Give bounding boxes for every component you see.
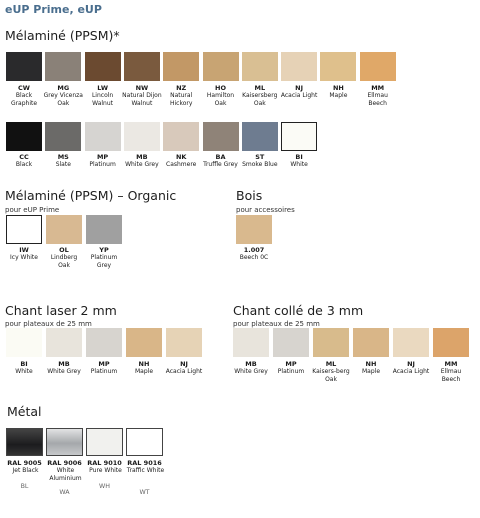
swatch-colle-nj[interactable] [393, 328, 429, 357]
swatch-name: White [290, 161, 308, 168]
swatch-code: NH [332, 84, 344, 92]
colle-heading: Chant collé de 3 mm [233, 303, 364, 318]
swatch-laser-mb[interactable] [46, 328, 82, 357]
swatch-code: MB [136, 153, 148, 161]
swatch-melamine-row1-mg[interactable] [45, 52, 81, 81]
swatch-name: Acacia Light [280, 92, 318, 99]
swatch-name: Natural Dijon Walnut [122, 92, 162, 107]
swatch-melamine-row1-nh[interactable] [320, 52, 356, 81]
swatch-colle-nh[interactable] [353, 328, 389, 357]
swatch-organic-iw[interactable] [6, 215, 42, 244]
swatch-laser-mp[interactable] [86, 328, 122, 357]
swatch-code: YP [99, 246, 109, 254]
swatch-melamine-row2-st[interactable] [242, 122, 278, 151]
swatch-code: CW [18, 84, 30, 92]
swatch-name: Beech 0C [239, 254, 269, 261]
swatch-name: White Grey [234, 368, 268, 375]
swatch-code: MB [58, 360, 70, 368]
swatch-code: IW [19, 246, 29, 254]
swatch-code: NW [135, 84, 149, 92]
swatch-code: OL [59, 246, 69, 254]
swatch-melamine-row1-nw[interactable] [124, 52, 160, 81]
swatch-name: Slate [55, 161, 71, 168]
swatch-abbreviation: WA [59, 489, 70, 496]
swatch-name: Kaisersberg Oak [242, 92, 278, 107]
swatch-name: Jet Black [12, 467, 39, 474]
swatch-name: Black [15, 161, 33, 168]
swatch-name: Maple [134, 368, 154, 375]
swatch-name: Ellmau Beech [440, 368, 462, 383]
swatch-melamine-row1-lw[interactable] [85, 52, 121, 81]
swatch-code: RAL 9016 [127, 459, 162, 467]
swatch-melamine-row2-ba[interactable] [203, 122, 239, 151]
swatch-code: MG [57, 84, 70, 92]
swatch-name: Kaisers-berg Oak [312, 368, 350, 383]
swatch-name: Maple [329, 92, 348, 99]
swatch-code: BI [20, 360, 28, 368]
swatch-name: Lindberg Oak [50, 254, 78, 269]
swatch-melamine-row1-cw[interactable] [6, 52, 42, 81]
swatch-name: Platinum [90, 368, 118, 375]
metal-heading: Métal [7, 404, 42, 419]
swatch-melamine-row1-mm[interactable] [360, 52, 396, 81]
swatch-code: HO [215, 84, 226, 92]
organic-heading: Mélaminé (PPSM) – Organic [5, 188, 177, 203]
swatch-laser-nh[interactable] [126, 328, 162, 357]
swatch-organic-yp[interactable] [86, 215, 122, 244]
swatch-name: Acacia Light [392, 368, 430, 375]
swatch-code: BA [215, 153, 226, 161]
swatch-colle-mp[interactable] [273, 328, 309, 357]
swatch-code: NH [138, 360, 150, 368]
page-title: eUP Prime, eUP [5, 3, 102, 16]
bois-subheading: pour accessoires [236, 206, 295, 214]
swatch-name: Smoke Blue [242, 161, 278, 168]
swatch-code: CC [19, 153, 29, 161]
swatch-code: LW [97, 84, 108, 92]
swatch-code: ML [254, 84, 266, 92]
swatch-code: NK [175, 153, 187, 161]
swatch-melamine-row2-bi[interactable] [281, 122, 317, 151]
swatch-melamine-row2-mp[interactable] [85, 122, 121, 151]
swatch-code: NZ [176, 84, 187, 92]
swatch-name: Hamilton Oak [206, 92, 235, 107]
swatch-code: MM [371, 84, 385, 92]
swatch-code: MB [245, 360, 257, 368]
swatch-metal-ral9005[interactable] [6, 428, 43, 456]
swatch-code: MP [96, 153, 109, 161]
swatch-colle-mm[interactable] [433, 328, 469, 357]
swatch-melamine-row2-ms[interactable] [45, 122, 81, 151]
swatch-bois-1007[interactable] [236, 215, 272, 244]
melamine-heading: Mélaminé (PPSM)* [5, 28, 120, 43]
swatch-abbreviation: BL [20, 483, 29, 490]
swatch-name: White Grey [125, 161, 159, 168]
swatch-name: Natural Hickory [169, 92, 193, 107]
swatch-laser-nj[interactable] [166, 328, 202, 357]
swatch-name: White Grey [47, 368, 81, 375]
swatch-code: RAL 9006 [47, 459, 82, 467]
swatch-laser-bi[interactable] [6, 328, 42, 357]
swatch-metal-ral9010[interactable] [86, 428, 123, 456]
swatch-melamine-row1-ml[interactable] [242, 52, 278, 81]
organic-subheading: pour eUP Prime [5, 206, 60, 214]
swatch-code: BI [295, 153, 303, 161]
swatch-code: 1.007 [243, 246, 265, 254]
swatch-code: MP [98, 360, 110, 368]
swatch-melamine-row2-nk[interactable] [163, 122, 199, 151]
swatch-code: ST [255, 153, 265, 161]
swatch-colle-mb[interactable] [233, 328, 269, 357]
swatch-melamine-row1-ho[interactable] [203, 52, 239, 81]
bois-heading: Bois [236, 188, 263, 203]
swatch-name: Acacia Light [165, 368, 203, 375]
swatch-name: Platinum [89, 161, 116, 168]
swatch-name: Traffic White [126, 467, 165, 474]
swatch-code: RAL 9010 [87, 459, 122, 467]
swatch-code: MS [57, 153, 69, 161]
swatch-metal-ral9016[interactable] [126, 428, 163, 456]
swatch-name: Lincoln Walnut [91, 92, 114, 107]
swatch-name: White [15, 368, 33, 375]
swatch-name: White Aluminium [49, 467, 82, 482]
swatch-code: MM [444, 360, 458, 368]
swatch-code: ML [325, 360, 337, 368]
swatch-code: NJ [407, 360, 415, 368]
swatch-name: Truffle Grey [203, 161, 238, 168]
swatch-colle-ml[interactable] [313, 328, 349, 357]
swatch-name: Icy White [10, 254, 38, 261]
swatch-abbreviation: WH [99, 483, 110, 490]
swatch-code: NH [365, 360, 377, 368]
swatch-organic-ol[interactable] [46, 215, 82, 244]
swatch-melamine-row2-cc[interactable] [6, 122, 42, 151]
swatch-abbreviation: WT [139, 489, 150, 496]
swatch-name: Ellmau Beech [367, 92, 388, 107]
swatch-code: RAL 9005 [7, 459, 42, 467]
swatch-name: Grey Vicenza Oak [43, 92, 83, 107]
swatch-melamine-row2-mb[interactable] [124, 122, 160, 151]
swatch-name: Cashmere [166, 161, 197, 168]
swatch-metal-ral9006[interactable] [46, 428, 83, 456]
colle-subheading: pour plateaux de 25 mm [233, 320, 320, 328]
swatch-name: Maple [361, 368, 381, 375]
laser-subheading: pour plateaux de 25 mm [5, 320, 92, 328]
swatch-name: Black Graphite [10, 92, 38, 107]
swatch-code: NJ [180, 360, 188, 368]
swatch-name: Platinum [277, 368, 305, 375]
swatch-code: MP [285, 360, 297, 368]
swatch-name: Platinum Grey [90, 254, 118, 269]
swatch-melamine-row1-nj[interactable] [281, 52, 317, 81]
swatch-melamine-row1-nz[interactable] [163, 52, 199, 81]
swatch-name: Pure White [89, 467, 122, 474]
swatch-code: NJ [295, 84, 304, 92]
laser-heading: Chant laser 2 mm [5, 303, 117, 318]
